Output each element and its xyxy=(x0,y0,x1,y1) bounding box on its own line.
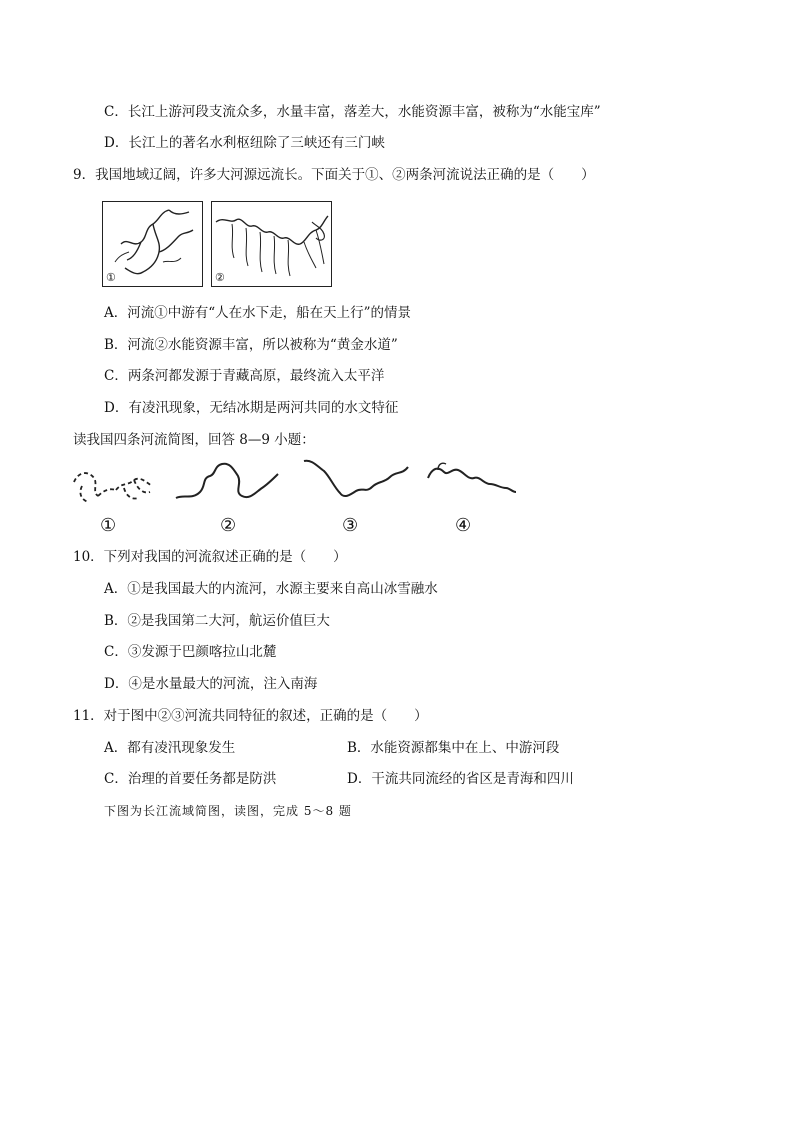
river-2-label: ② xyxy=(220,515,237,536)
q10-option-a: A．①是我国最大的内流河，水源主要来自高山冰雪融水 xyxy=(104,581,438,597)
q9-map-1-label: ① xyxy=(106,271,116,284)
q9-option-d: D．有凌汛现象，无结冰期是两河共同的水文特征 xyxy=(104,400,399,416)
q9-map-1 xyxy=(102,201,203,287)
yangtze-intro: 下图为长江流域简图，读图，完成 5～8 题 xyxy=(104,804,352,818)
q11-option-c: C．治理的首要任务都是防洪 xyxy=(104,771,277,787)
river-3-sketch xyxy=(300,455,414,505)
q9-option-b: B．河流②水能资源丰富，所以被称为“黄金水道” xyxy=(104,337,398,353)
river-1-label: ① xyxy=(100,515,117,536)
q9-stem: 9．我国地域辽阔，许多大河源远流长。下面关于①、②两条河流说法正确的是（ ） xyxy=(73,167,595,183)
q8-option-c: C．长江上游河段支流众多，水量丰富，落差大，水能资源丰富，被称为“水能宝库” xyxy=(104,104,601,120)
q10-option-b: B．②是我国第二大河，航运价值巨大 xyxy=(104,613,330,629)
river-4-label: ④ xyxy=(455,515,472,536)
q11-option-b: B．水能资源都集中在上、中游河段 xyxy=(347,740,560,756)
river-3-label: ③ xyxy=(342,515,359,536)
river-2-sketch xyxy=(172,458,284,506)
river-1-map-drawing xyxy=(103,202,202,286)
q9-option-a: A．河流①中游有“人在水下走，船在天上行”的情景 xyxy=(104,305,412,321)
q11-option-a: A．都有凌汛现象发生 xyxy=(104,740,236,756)
q8-option-d: D．长江上的著名水利枢纽除了三峡还有三门峡 xyxy=(104,135,385,151)
river-4-sketch xyxy=(424,458,518,502)
q11-option-d: D．干流共同流经的省区是青海和四川 xyxy=(347,771,574,787)
river-2-map-drawing xyxy=(212,202,331,286)
q10-option-c: C．③发源于巴颜喀拉山北麓 xyxy=(104,644,277,660)
q11-stem: 11．对于图中②③河流共同特征的叙述，正确的是（ ） xyxy=(73,708,428,724)
q9-map-2-label: ② xyxy=(215,271,225,284)
q9-map-2 xyxy=(211,201,332,287)
q9-option-c: C．两条河都发源于青藏高原，最终流入太平洋 xyxy=(104,368,385,384)
river-1-sketch xyxy=(68,460,158,510)
q10-option-d: D．④是水量最大的河流，注入南海 xyxy=(104,676,318,692)
q10-stem: 10．下列对我国的河流叙述正确的是（ ） xyxy=(73,549,347,565)
rivers-intro: 读我国四条河流简图，回答 8—9 小题： xyxy=(73,432,315,448)
